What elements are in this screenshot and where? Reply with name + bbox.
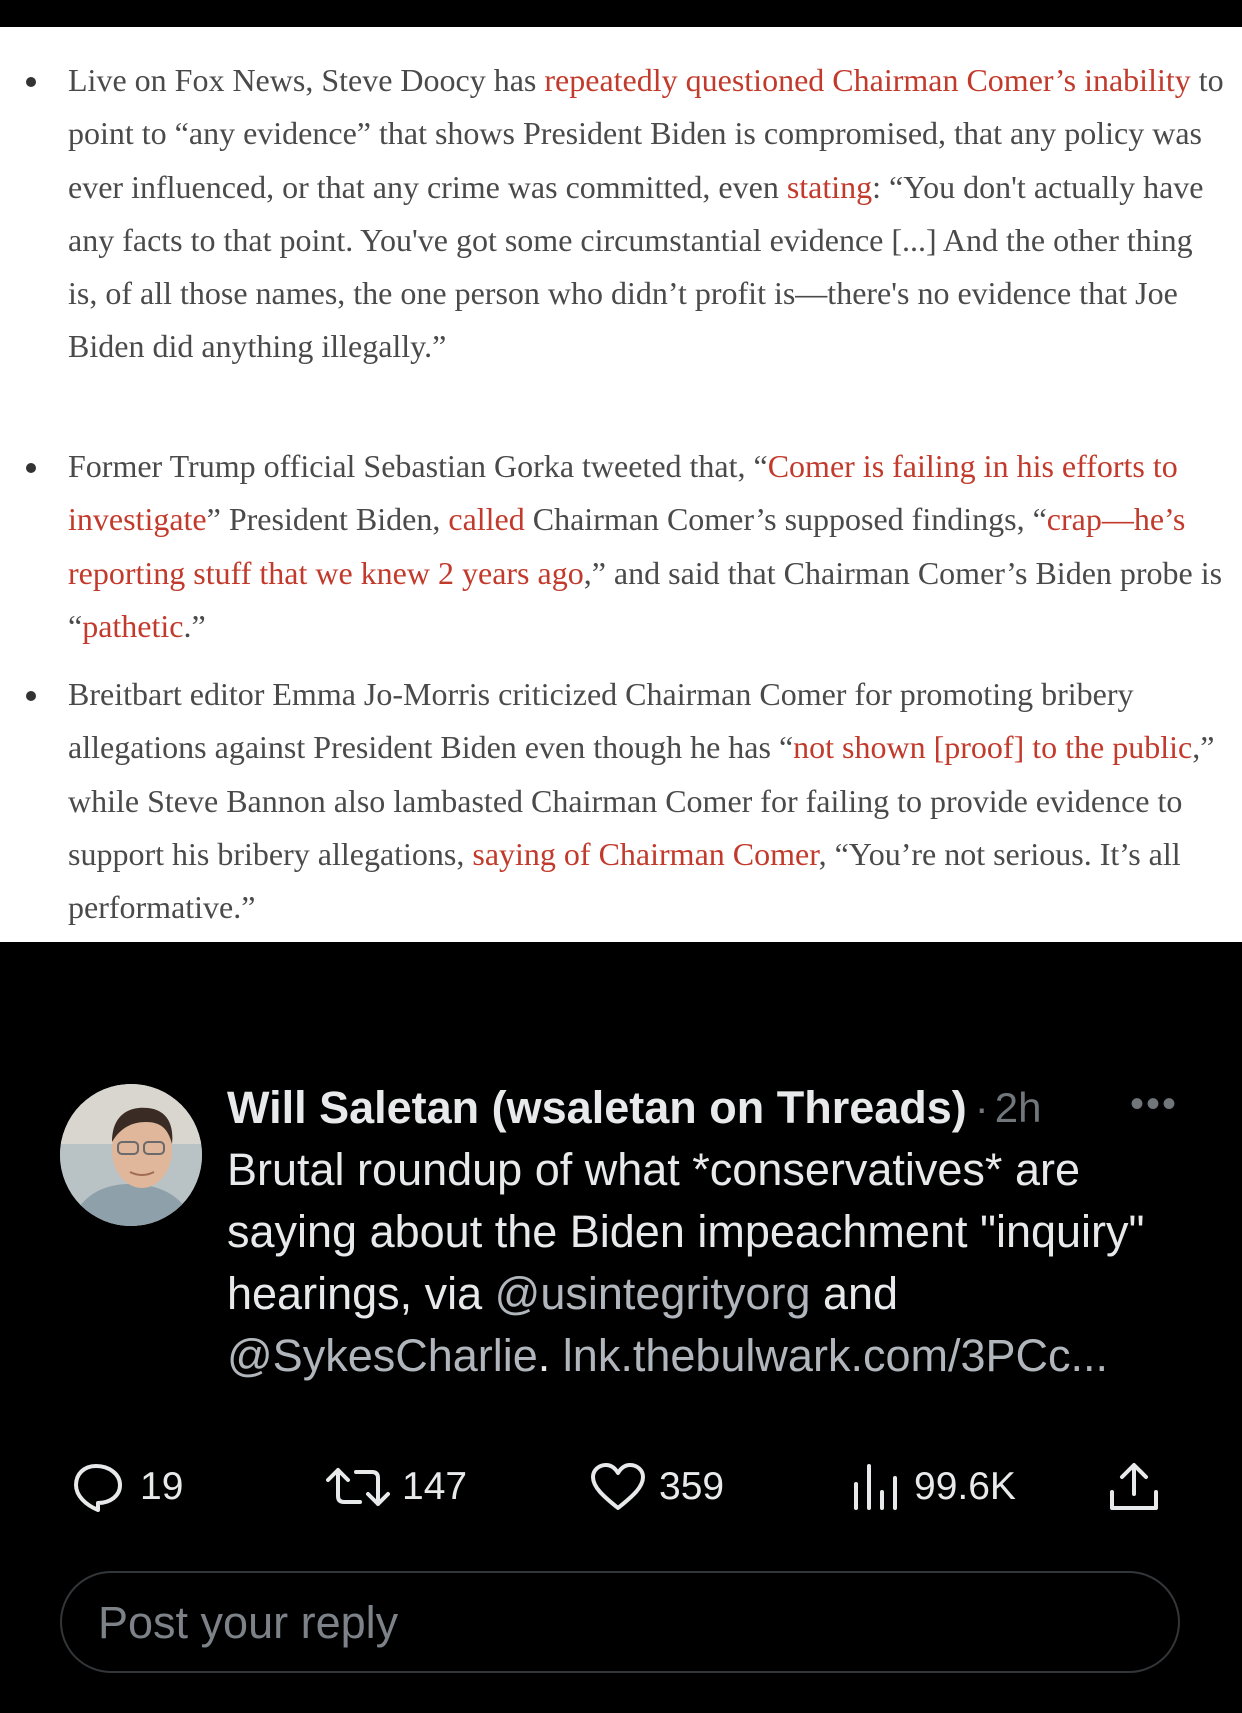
article-link[interactable]: crap—he’s reporting stuff that we knew 2 years ago <box>68 501 1186 591</box>
article-link[interactable]: pathetic <box>82 607 184 644</box>
article-link[interactable]: saying of Chairman Comer <box>472 835 819 872</box>
article-link[interactable]: repeatedly questioned Chairman Comer’s inability <box>544 62 1191 98</box>
separator-dot: · <box>974 1084 989 1131</box>
bullet-item <box>68 54 1228 374</box>
bullet-text: , “You’re not serious. It’s all performative.” <box>68 835 1181 926</box>
share-button[interactable] <box>1108 1462 1160 1512</box>
reply-button[interactable] <box>72 1462 183 1512</box>
tweet-text-part: Brutal roundup of what *conservatives* are saying about the Biden impeachment "inquiry" hearings, via <box>227 1144 1145 1319</box>
bullet-item <box>68 668 1228 934</box>
avatar-photo-icon <box>60 1084 202 1226</box>
views-button[interactable] <box>852 1462 1016 1512</box>
reply-placeholder: Post your reply <box>98 1597 399 1648</box>
tweet-text-part: . <box>537 1330 563 1381</box>
reply-count: 19 <box>140 1465 184 1508</box>
bullet-text: : “You don't actually have any facts to that point. You've got some circumstantial evidence [...] And the other thing is, of all those names, the one person who didn’t profit is—there's no evidence that Joe Biden did anything illegally.” <box>68 168 1204 365</box>
timestamp[interactable]: 2h <box>994 1084 1042 1131</box>
bullet-text: Chairman Comer’s supposed findings, “ <box>524 501 1047 538</box>
reply-input[interactable] <box>60 1571 1180 1673</box>
like-button[interactable] <box>589 1462 724 1512</box>
mention-sykescharlie[interactable]: @SykesCharlie <box>227 1330 538 1381</box>
tweet-link[interactable]: lnk.thebulwark.com/3PCc... <box>562 1330 1109 1381</box>
article-link[interactable]: called <box>448 501 525 538</box>
bullet-text: ,” and said that Chairman Comer’s Biden probe is “ <box>68 554 1223 644</box>
article-excerpt <box>0 27 1242 942</box>
article-link[interactable]: stating <box>786 168 873 205</box>
bullet-text: Breitbart editor Emma Jo-Morris criticized Chairman Comer for promoting bribery allegations against President Biden even though he has “ <box>68 676 1134 766</box>
bullet-text: to point to “any evidence” that shows President Biden is compromised, that any policy was ever influenced, or that any crime was committed, even <box>68 62 1224 205</box>
tweet-header <box>227 1080 1041 1136</box>
mention-usintegrityorg[interactable]: @usintegrityorg <box>494 1268 811 1319</box>
bullet-text: ” President Biden, <box>206 501 449 538</box>
speech-bubble-icon <box>72 1462 128 1512</box>
bullet-text: Former Trump official Sebastian Gorka tweeted that, “ <box>68 448 768 484</box>
bullet-text: Live on Fox News, Steve Doocy has <box>68 62 545 98</box>
author-name[interactable]: Will Saletan (wsaletan on Threads) <box>227 1082 967 1133</box>
tweet-text <box>227 1139 1217 1387</box>
tweet-text-part: and <box>810 1268 899 1319</box>
share-upload-icon <box>1108 1462 1160 1512</box>
repost-arrows-icon <box>326 1462 390 1512</box>
bullet-item <box>68 440 1228 653</box>
heart-icon <box>589 1462 647 1512</box>
article-link[interactable]: not shown [proof] to the public <box>793 729 1193 766</box>
avatar[interactable] <box>60 1084 202 1226</box>
action-bar <box>0 1462 1242 1512</box>
bullet-text: .” <box>183 607 206 644</box>
bullet-text: ,” while Steve Bannon also lambasted Chairman Comer for failing to provide evidence to support his bribery allegations, <box>68 729 1215 872</box>
repost-count: 147 <box>402 1465 468 1508</box>
more-options-icon[interactable]: ••• <box>1130 1082 1179 1126</box>
view-count: 99.6K <box>914 1465 1016 1508</box>
repost-button[interactable] <box>326 1462 467 1512</box>
like-count: 359 <box>659 1465 725 1508</box>
bar-chart-icon <box>852 1462 902 1512</box>
article-link[interactable]: Comer is failing in his efforts to investigate <box>68 448 1178 538</box>
